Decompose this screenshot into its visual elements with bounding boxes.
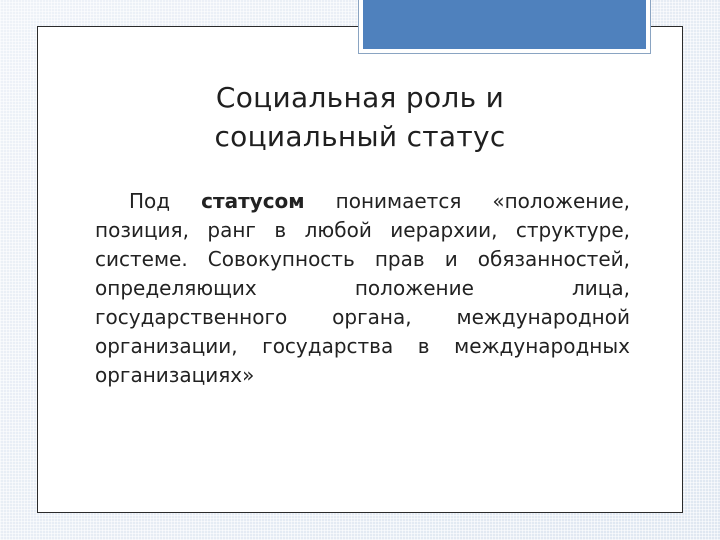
body-prefix: Под [129, 189, 202, 213]
accent-banner [358, 0, 651, 54]
title-line-2: социальный статус [214, 120, 506, 153]
slide-title [150, 78, 570, 156]
title-line-1: Социальная роль и [215, 81, 505, 114]
body-paragraph [95, 187, 630, 390]
accent-banner-fill [363, 0, 646, 49]
body-rest: понимается «положение, позиция, ранг в любой иерархии, структуре, системе. Совокупность прав и обязанностей, определяющих положение лица, государственного органа, международной организации, государства в международных организациях» [95, 189, 630, 387]
body-emphasis: статусом [201, 189, 305, 213]
